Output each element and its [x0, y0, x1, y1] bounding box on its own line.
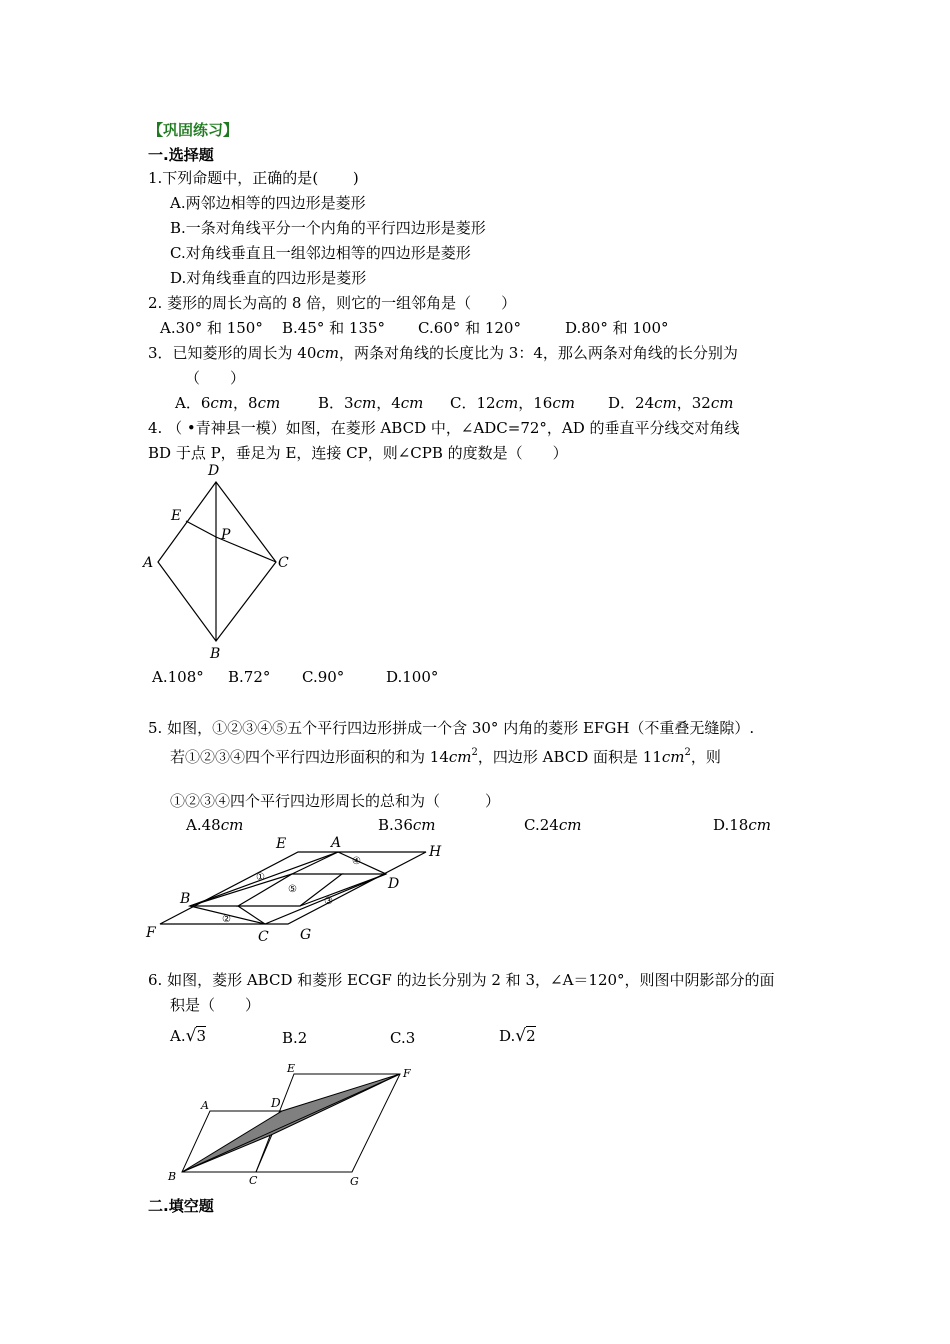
q6-label-c: C [249, 1174, 258, 1187]
q5-region-3: ③ [324, 896, 333, 907]
q5-label-d: D [388, 876, 400, 892]
q4-option-c: C.90° [302, 668, 345, 686]
q6-option-a: A.√3 [170, 1026, 206, 1046]
q3-unit: cm [316, 344, 340, 362]
q3-stem-b: ，两条对角线的长度比为 3：4，那么两条对角线的长分别为 [339, 344, 738, 362]
q6-option-d: D.√2 [499, 1026, 536, 1046]
q1-option-b: B.一条对角线平分一个内角的平行四边形是菱形 [170, 219, 486, 237]
q5-line2: 若①②③④四个平行四边形面积的和为 $14cm^2$，四边形 ABCD 面积是 $11cm^2$，则 [170, 747, 721, 766]
q2-option-c: C.60° 和 120° [418, 319, 521, 337]
q1-option-d: D.对角线垂直的四边形是菱形 [170, 269, 367, 287]
q6-label-g: G [350, 1175, 359, 1188]
q6-option-b: B.2 [282, 1029, 308, 1047]
q3-paren: （ ） [185, 369, 246, 387]
q5-region-1: ① [256, 872, 265, 883]
q5-region-2: ② [222, 914, 231, 925]
q5-option-c: C.24cm [524, 816, 582, 834]
section-choice-title: 一.选择题 [148, 146, 214, 164]
q5-line1: 5. 如图，①②③④⑤五个平行四边形拼成一个含 30° 内角的菱形 EFGH（不重叠无缝隙）. [148, 719, 755, 737]
q3-option-a: A．6cm，8cm [175, 394, 281, 412]
q5-region-5: ⑤ [288, 884, 297, 895]
q4-option-d: D.100° [386, 668, 439, 686]
q6-label-d: D [271, 1096, 281, 1110]
q5-option-b: B.36cm [378, 816, 436, 834]
q4-label-c: C [278, 555, 289, 571]
q5-label-a: A [331, 835, 342, 851]
q4-label-d: D [208, 463, 220, 479]
q5-label-h: H [429, 844, 442, 860]
q5-label-b: B [180, 891, 191, 907]
q5-line3: ①②③④四个平行四边形周长的总和为（ ） [170, 792, 501, 810]
q6-label-f: F [403, 1067, 411, 1080]
q5-rhombus-figure [140, 830, 450, 948]
q2-stem: 2. 菱形的周长为高的 8 倍，则它的一组邻角是（ ） [148, 294, 517, 312]
q3-stem-a: 3．已知菱形的周长为 40 [148, 344, 317, 362]
q5-option-a: A.48cm [186, 816, 244, 834]
q3-option-d: D．24cm，32cm [608, 394, 734, 412]
q4-option-a: A.108° [152, 668, 204, 686]
q4-line2: BD 于点 P，垂足为 E，连接 CP，则∠CPB 的度数是（ ） [148, 444, 568, 462]
q4-label-a: A [143, 555, 154, 571]
q6-line2: 积是（ ） [170, 996, 261, 1014]
q3-option-b: B．3cm，4cm [318, 394, 424, 412]
q4-label-b: B [210, 646, 221, 662]
q4-rhombus-figure [138, 458, 298, 663]
q5-label-f: F [146, 925, 156, 941]
q2-option-d: D.80° 和 100° [565, 319, 669, 337]
q6-label-e: E [287, 1062, 296, 1075]
q6-rhombus-figure [160, 1060, 430, 1190]
q1-option-a: A.两邻边相等的四边形是菱形 [170, 194, 366, 212]
q6-label-a: A [201, 1099, 209, 1112]
q3-option-c: C．12cm，16cm [450, 394, 575, 412]
q5-option-d: D.18cm [713, 816, 771, 834]
q5-label-c: C [258, 929, 269, 945]
practice-heading: 【巩固练习】 [148, 121, 239, 139]
section-fill-title: 二.填空题 [148, 1197, 214, 1215]
q4-option-b: B.72° [228, 668, 271, 686]
q5-label-g: G [300, 927, 312, 943]
q6-label-b: B [168, 1170, 177, 1183]
q5-region-4: ④ [352, 856, 361, 867]
q2-option-a: A.30° 和 150° [160, 319, 263, 337]
q6-option-c: C.3 [390, 1029, 416, 1047]
q5-label-e: E [276, 836, 287, 852]
q4-line1: 4. （ •青神县一模）如图，在菱形 ABCD 中，∠ADC=72°，AD 的垂直平分线交对角线 [148, 419, 740, 437]
q3-stem [148, 343, 738, 363]
q1-option-c: C.对角线垂直且一组邻边相等的四边形是菱形 [170, 244, 471, 262]
q6-line1: 6. 如图，菱形 ABCD 和菱形 ECGF 的边长分别为 2 和 3，∠A＝120°，则图中阴影部分的面 [148, 971, 775, 989]
q4-label-p: P [221, 527, 231, 543]
q4-label-e: E [171, 508, 182, 524]
q2-option-b: B.45° 和 135° [282, 319, 386, 337]
q4-rhombus [158, 482, 276, 641]
q1-stem: 1.下列命题中，正确的是( ) [148, 169, 359, 187]
q4-perp-bisector [186, 521, 216, 537]
